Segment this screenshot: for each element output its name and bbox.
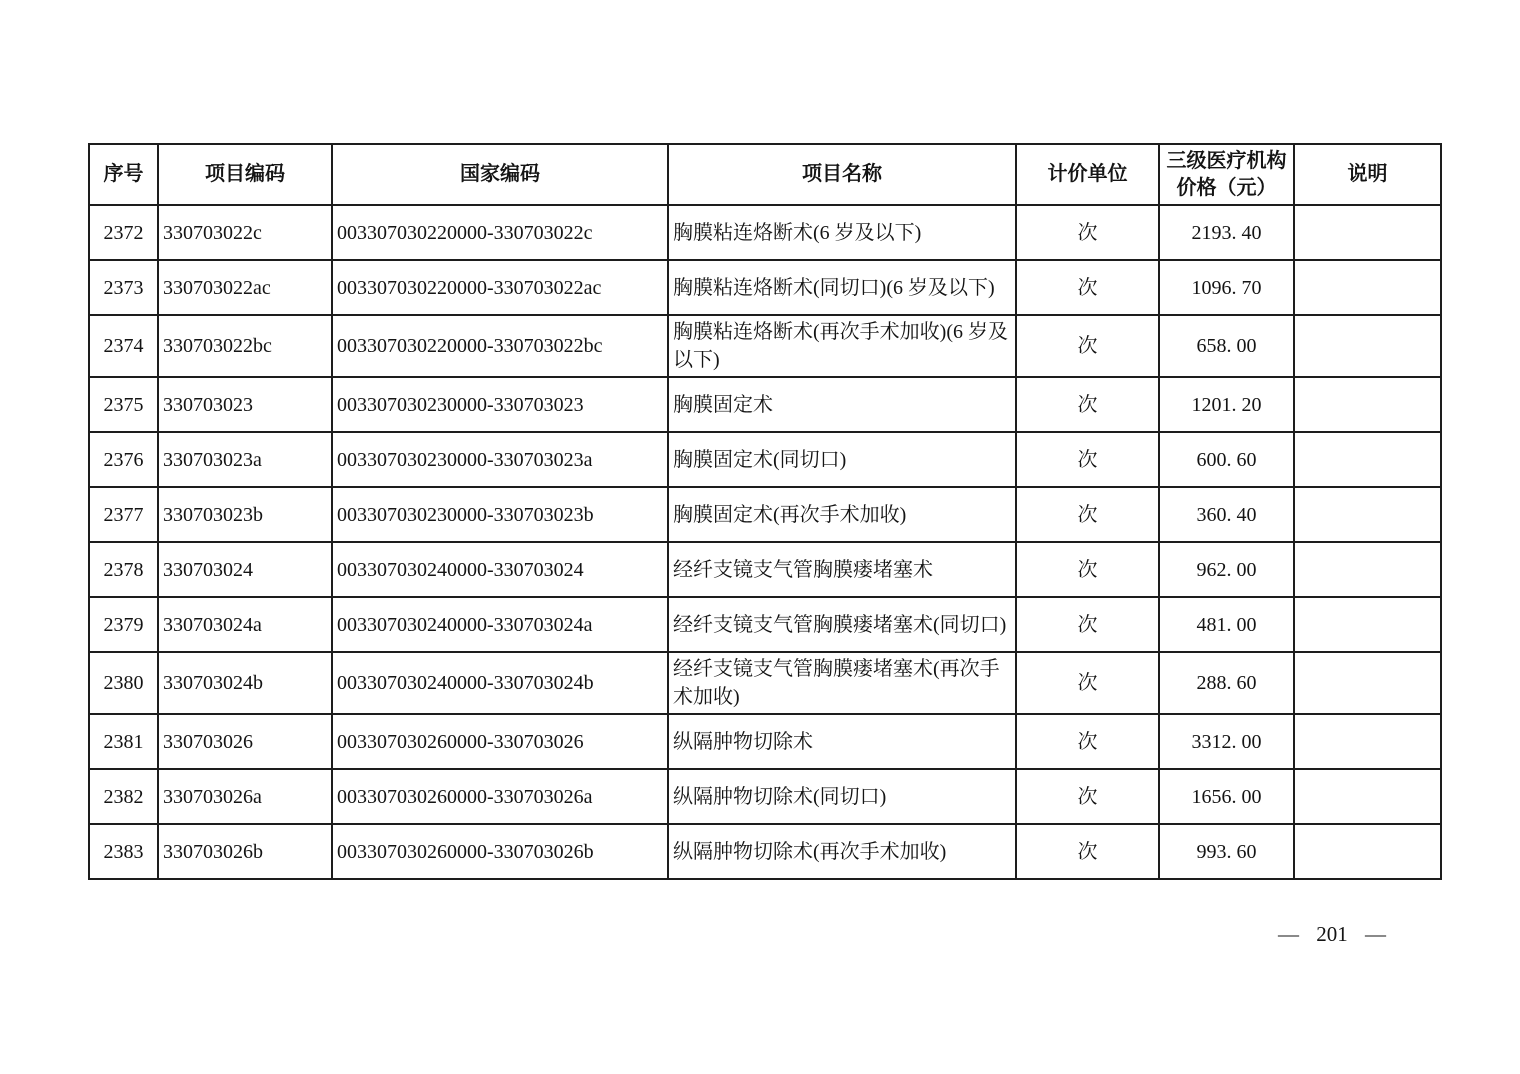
name-cell: 纵隔肿物切除术 [668,714,1016,769]
seq-cell: 2380 [89,652,158,714]
national-code-cell: 003307030240000-330703024a [332,597,668,652]
project-code-cell: 330703022bc [158,315,332,377]
name-cell: 经纤支镜支气管胸膜瘘堵塞术(再次手术加收) [668,652,1016,714]
note-cell [1294,315,1441,377]
table-row [89,315,1441,377]
note-cell [1294,652,1441,714]
seq-cell: 2379 [89,597,158,652]
note-cell [1294,487,1441,542]
project-code-cell: 330703022ac [158,260,332,315]
unit-cell: 次 [1016,597,1159,652]
national-code-cell: 003307030220000-330703022bc [332,315,668,377]
price-cell: 962. 00 [1159,542,1294,597]
national-code-cell: 003307030260000-330703026a [332,769,668,824]
name-cell: 经纤支镜支气管胸膜瘘堵塞术(同切口) [668,597,1016,652]
unit-cell: 次 [1016,652,1159,714]
col-header-project-code: 项目编码 [158,144,332,205]
table-row [89,769,1441,824]
name-cell: 胸膜固定术(同切口) [668,432,1016,487]
table-header-row [89,144,1441,205]
project-code-cell: 330703024a [158,597,332,652]
col-header-price-line2: 价格（元） [1176,176,1277,199]
project-code-cell: 330703026b [158,824,332,879]
col-header-price-line1: 三级医疗机构 [1166,149,1287,172]
name-cell: 胸膜固定术 [668,377,1016,432]
table-row [89,487,1441,542]
seq-cell: 2372 [89,205,158,260]
national-code-cell: 003307030220000-330703022c [332,205,668,260]
note-cell [1294,205,1441,260]
national-code-cell: 003307030220000-330703022ac [332,260,668,315]
national-code-cell: 003307030260000-330703026 [332,714,668,769]
project-code-cell: 330703023b [158,487,332,542]
national-code-cell: 003307030240000-330703024 [332,542,668,597]
price-cell: 481. 00 [1159,597,1294,652]
unit-cell: 次 [1016,377,1159,432]
table-row [89,377,1441,432]
seq-cell: 2373 [89,260,158,315]
note-cell [1294,260,1441,315]
col-header-unit: 计价单位 [1016,144,1159,205]
name-cell: 胸膜粘连烙断术(再次手术加收)(6 岁及以下) [668,315,1016,377]
name-cell: 纵隔肿物切除术(再次手术加收) [668,824,1016,879]
name-cell: 纵隔肿物切除术(同切口) [668,769,1016,824]
col-header-name: 项目名称 [668,144,1016,205]
name-cell: 胸膜粘连烙断术(同切口)(6 岁及以下) [668,260,1016,315]
unit-cell: 次 [1016,769,1159,824]
table-row [89,652,1441,714]
table-row [89,542,1441,597]
price-cell: 993. 60 [1159,824,1294,879]
national-code-cell: 003307030260000-330703026b [332,824,668,879]
project-code-cell: 330703023a [158,432,332,487]
unit-cell: 次 [1016,542,1159,597]
seq-cell: 2374 [89,315,158,377]
national-code-cell: 003307030230000-330703023 [332,377,668,432]
unit-cell: 次 [1016,205,1159,260]
national-code-cell: 003307030230000-330703023a [332,432,668,487]
seq-cell: 2378 [89,542,158,597]
col-header-price [1159,144,1294,205]
unit-cell: 次 [1016,824,1159,879]
price-cell: 1656. 00 [1159,769,1294,824]
national-code-cell: 003307030240000-330703024b [332,652,668,714]
note-cell [1294,542,1441,597]
col-header-national-code: 国家编码 [332,144,668,205]
seq-cell: 2375 [89,377,158,432]
table-row [89,432,1441,487]
note-cell [1294,824,1441,879]
seq-cell: 2383 [89,824,158,879]
unit-cell: 次 [1016,714,1159,769]
note-cell [1294,714,1441,769]
project-code-cell: 330703023 [158,377,332,432]
price-cell: 2193. 40 [1159,205,1294,260]
price-cell: 1096. 70 [1159,260,1294,315]
unit-cell: 次 [1016,315,1159,377]
col-header-seq: 序号 [89,144,158,205]
project-code-cell: 330703022c [158,205,332,260]
project-code-cell: 330703024b [158,652,332,714]
price-cell: 1201. 20 [1159,377,1294,432]
table-row [89,260,1441,315]
seq-cell: 2377 [89,487,158,542]
note-cell [1294,432,1441,487]
table-row [89,714,1441,769]
price-cell: 360. 40 [1159,487,1294,542]
table-row [89,824,1441,879]
unit-cell: 次 [1016,487,1159,542]
project-code-cell: 330703026a [158,769,332,824]
price-cell: 600. 60 [1159,432,1294,487]
name-cell: 经纤支镜支气管胸膜瘘堵塞术 [668,542,1016,597]
name-cell: 胸膜固定术(再次手术加收) [668,487,1016,542]
name-cell: 胸膜粘连烙断术(6 岁及以下) [668,205,1016,260]
note-cell [1294,597,1441,652]
medical-price-table [88,143,1442,880]
seq-cell: 2382 [89,769,158,824]
price-cell: 3312. 00 [1159,714,1294,769]
national-code-cell: 003307030230000-330703023b [332,487,668,542]
note-cell [1294,769,1441,824]
unit-cell: 次 [1016,260,1159,315]
table-row [89,597,1441,652]
price-cell: 288. 60 [1159,652,1294,714]
col-header-note: 说明 [1294,144,1441,205]
seq-cell: 2376 [89,432,158,487]
note-cell [1294,377,1441,432]
page-number: — 201 — [1278,922,1386,946]
table-row [89,205,1441,260]
unit-cell: 次 [1016,432,1159,487]
project-code-cell: 330703026 [158,714,332,769]
price-cell: 658. 00 [1159,315,1294,377]
seq-cell: 2381 [89,714,158,769]
project-code-cell: 330703024 [158,542,332,597]
